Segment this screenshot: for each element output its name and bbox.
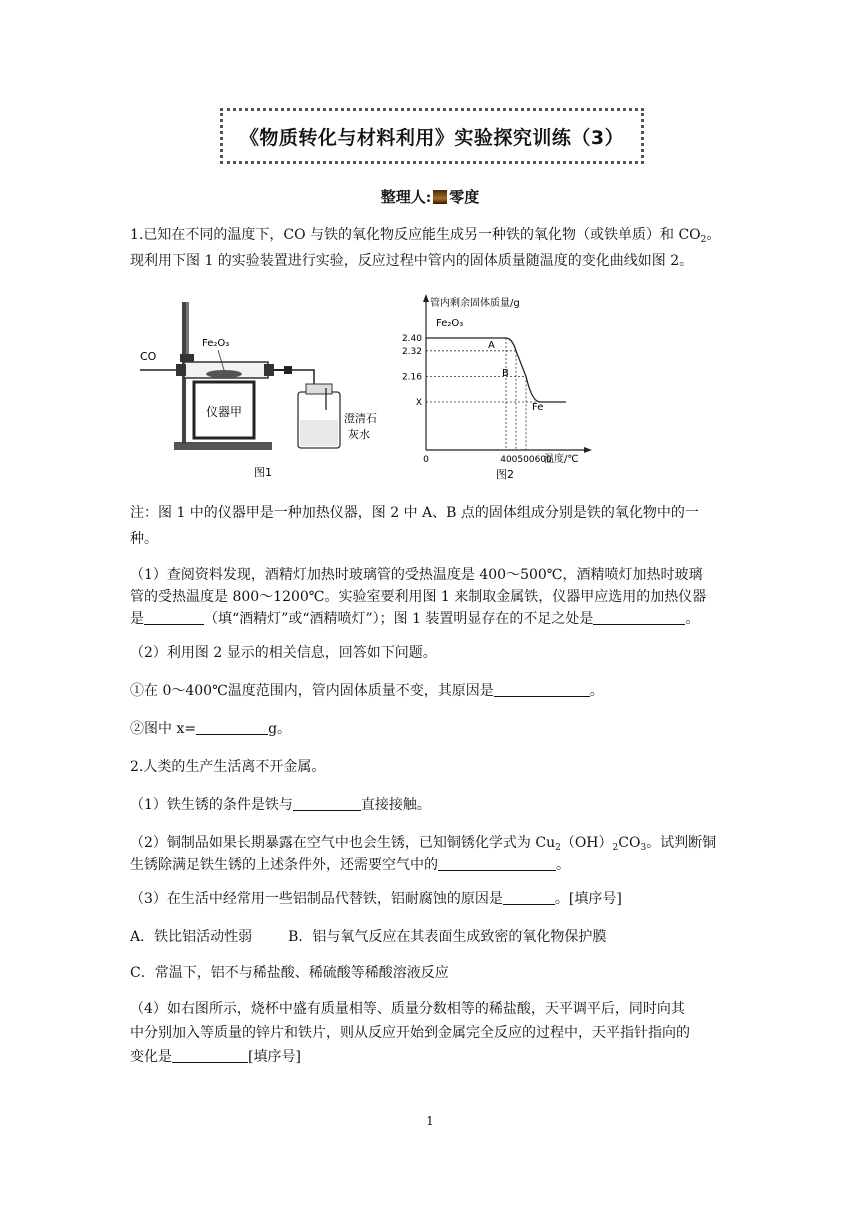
figure-1-apparatus [136,292,377,492]
option-c: C．常温下，铝不与稀盐酸、稀硫酸等稀酸溶液反应 [130,965,449,981]
answer-blank[interactable] [494,682,590,697]
q2-s4-line1: （4）如右图所示，烧杯中盛有质量相等、质量分数相等的稀盐酸，天平调平后，同时向其 [130,1001,685,1017]
q1-intro-line1: 1.已知在不同的温度下，CO 与铁的氧化物反应能生成另一种铁的氧化物（或铁单质）和 $CO_2$。 [130,227,721,245]
option-a: A．铁比铝活动性弱 [130,929,253,945]
answer-blank[interactable] [144,610,204,625]
answer-blank[interactable] [172,1048,248,1063]
q1-s2-b: ②图中 x= g。 [130,721,292,737]
title-box [220,108,644,164]
q1-intro-line2: 现利用下图 1 的实验装置进行实验，反应过程中管内的固体质量随温度的变化曲线如图 2。 [130,253,694,269]
answer-blank[interactable] [293,796,361,811]
note-line2: 种。 [130,531,158,547]
answer-blank[interactable] [503,890,555,905]
option-b: B．铝与氧气反应在其表面生成致密的氧化物保护膜 [288,929,607,945]
y-tick-label: 2.16 [401,372,422,383]
q1-s1-line3: 是 （填“酒精灯”或“酒精喷灯”）；图 1 装置明显存在的不足之处是 。 [130,611,700,627]
y-tick-label: 2.40 [401,334,422,344]
answer-blank[interactable] [438,856,556,871]
author-logo-icon [433,190,447,204]
fe-annotation: Fe [532,402,544,413]
point-a-label: A [488,340,495,351]
limewater-label-1: 澄清石 [344,412,377,425]
q2-option-c [130,960,740,986]
answer-blank[interactable] [593,610,685,625]
y-axis-label: 管内剩余固体质量/g [430,298,520,309]
page-title: 《物质转化与材料利用》实验探究训练（3） [239,126,625,149]
q2-s4-line2: 中分别加入等质量的锌片和铁片，则从反应开始到金属完全反应的过程中，天平指针指向的 [130,1025,690,1041]
q2-s2-line1: （2）铜制品如果长期暴露在空气中也会生锈，已知铜锈化学式为 $Cu_2(OH)_2CO_3$。试判断铜 [130,835,717,853]
q1-s2: （2）利用图 2 显示的相关信息，回答如下问题。 [130,645,437,661]
q2-s1: （1）铁生锈的条件是铁与 直接接触。 [130,797,431,813]
q1-s2-a: ①在 0～400℃温度范围内，管内固体质量不变，其原因是 。 [130,683,604,699]
fe2o3-annotation: Fe₂O₃ [436,318,464,329]
q2-s4-line3: 变化是 [填序号] [130,1049,301,1065]
q2-options-ab [130,924,740,950]
author-line [0,186,860,207]
limewater-label-2: 灰水 [348,428,370,441]
x-tick-label: 400500600 [500,455,552,465]
co-label: CO [140,350,157,363]
answer-blank[interactable] [196,720,268,735]
q1-s1-line2: 管的受热温度是 800～1200℃。实验室要利用图 1 来制取金属铁，仪器甲应选用的加热仪器 [130,589,707,605]
q1-s1-line1: （1）查阅资料发现，酒精灯加热时玻璃管的受热温度是 400～500℃，酒精喷灯加热时玻璃 [130,567,703,583]
point-b-label: B [502,368,509,379]
q2-intro: 2.人类的生产生活离不开金属。 [130,759,326,775]
note-line1: 注：图 1 中的仪器甲是一种加热仪器，图 2 中 A、B 点的固体组成分别是铁的氧化物中的一 [130,505,699,521]
figure-1-caption: 图1 [254,466,272,479]
x-axis-label: 温度/℃ [544,454,579,465]
figure-2-chart [370,292,600,492]
figure-2-caption: 图2 [496,468,514,481]
page-number: 1 [426,1114,434,1128]
q2-s2-line2: 生锈除满足铁生锈的上述条件外，还需要空气中的 。 [130,857,570,873]
fe2o3-label: Fe₂O₃ [202,338,230,349]
author-name: 零度 [449,188,480,206]
q2-s3: （3）在生活中经常用一些铝制品代替铁，铝耐腐蚀的原因是 。[填序号] [130,891,622,907]
stand-base [174,442,272,450]
x-tick-label: 0 [423,455,429,465]
series-line [426,338,566,402]
y-tick-label: 2.32 [401,346,422,357]
author-prefix: 整理人: [380,188,432,206]
device-label: 仪器甲 [205,405,243,419]
y-tick-label: X [415,398,422,408]
